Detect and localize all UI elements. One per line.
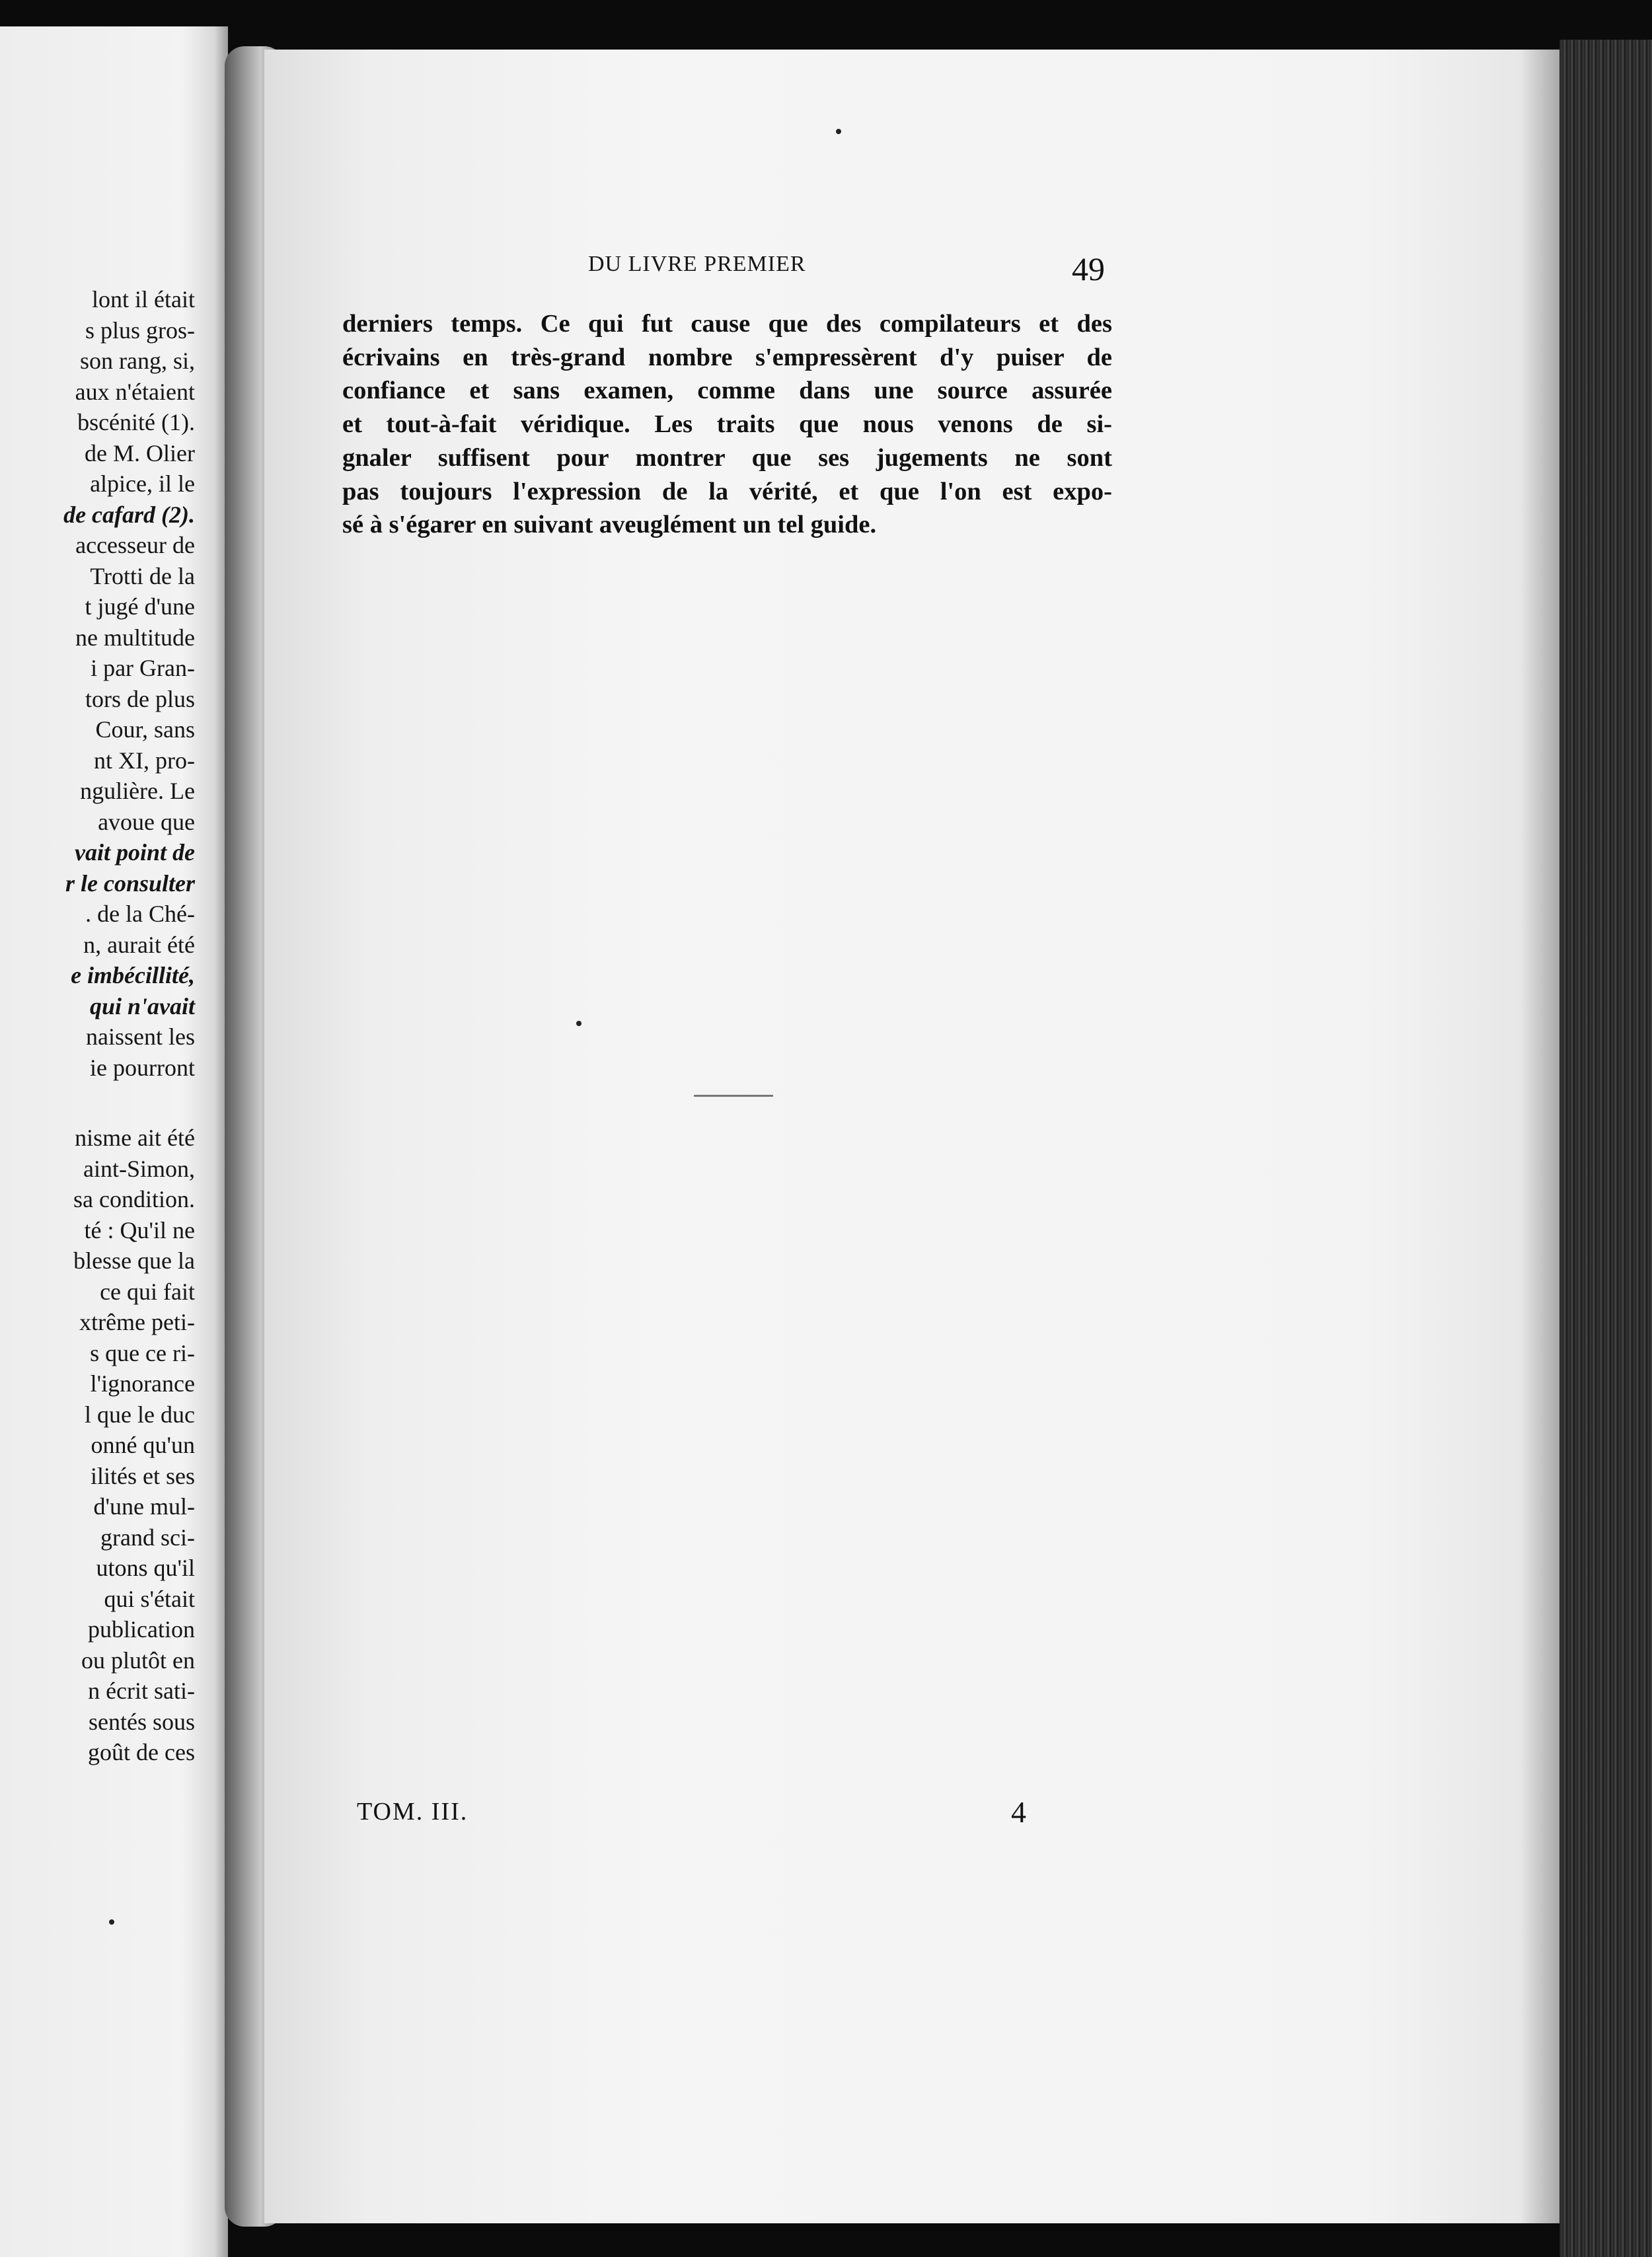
left-page-line: publication (88, 1616, 195, 1643)
left-page-line: bscénité (1). (77, 409, 195, 435)
left-page-line: utons qu'il (96, 1555, 195, 1581)
left-page-line: goût de ces (88, 1739, 195, 1765)
left-page-text (0, 284, 195, 1768)
body-line: écrivains en très-grand nombre s'empressèrent d'y puiser de (342, 343, 1112, 371)
left-page-line: ngulière. Le (80, 778, 195, 804)
left-page-line: nt XI, pro- (94, 747, 195, 774)
left-page-line: de M. Olier (85, 439, 195, 466)
left-page-line: aint-Simon, (83, 1155, 195, 1182)
left-page-line: vait point de (75, 839, 195, 866)
body-line: gnaler suffisent pour montrer que ses jugements ne sont (342, 443, 1112, 472)
left-page-line: lont il était (92, 286, 195, 313)
faint-rule (694, 1095, 773, 1097)
left-page-line: n écrit sati- (88, 1678, 195, 1704)
left-page-line: grand sci- (100, 1524, 195, 1551)
body-line: derniers temps. Ce qui fut cause que des compilateurs et des (342, 310, 1112, 338)
left-page-line: accesseur de (75, 532, 195, 558)
left-page-line: ie pourront (90, 1054, 195, 1081)
left-page-line: l'ignorance (90, 1370, 195, 1397)
left-page-line: t jugé d'une (85, 593, 195, 620)
left-page-line: aux n'étaient (75, 378, 195, 405)
left-page-line: . de la Ché- (85, 901, 195, 927)
left-page-line: d'une mul- (93, 1493, 195, 1520)
body-line: pas toujours l'expression de la vérité, et que l'on est expo- (342, 477, 1112, 505)
left-page-line: sa condition. (73, 1186, 195, 1212)
left-page-line: xtrême peti- (79, 1309, 195, 1335)
left-page-line: s plus gros- (85, 316, 195, 344)
left-page-line: Cour, sans (95, 716, 195, 743)
left-page-line: qui s'était (104, 1585, 195, 1612)
left-page-line: naissent les (86, 1023, 195, 1050)
body-line: et tout-à-fait véridique. Les traits que nous venons de si- (342, 410, 1112, 439)
page-number: 49 (1072, 250, 1105, 287)
left-page-line: sentés sous (89, 1708, 195, 1735)
running-head: DU LIVRE PREMIER (588, 252, 806, 276)
body-line: confiance et sans examen, comme dans une source assurée (342, 377, 1112, 405)
left-page-line: ne multitude (75, 624, 195, 651)
left-page-line: n, aurait été (83, 931, 195, 958)
ink-speck (576, 1021, 582, 1026)
body-line: sé à s'égarer en suivant aveuglément un tel guide. (342, 511, 877, 539)
left-page-line: l que le duc (85, 1401, 195, 1428)
paragraph-gap (0, 1083, 195, 1123)
left-page-line: r le consulter (65, 870, 195, 897)
footer-signature: 4 (1011, 1795, 1026, 1829)
left-page-line: son rang, si, (80, 348, 195, 374)
left-page-line: onné qu'un (91, 1432, 195, 1458)
left-page-line: Trotti de la (90, 562, 195, 589)
left-page-line: i par Gran- (91, 655, 195, 681)
left-page-line: ou plutôt en (81, 1646, 195, 1674)
ink-speck (109, 1919, 114, 1925)
body-text (342, 307, 1112, 542)
left-page-line: e imbécillité, (71, 962, 195, 988)
book-edge (1559, 40, 1652, 2257)
footer-volume: TOM. III. (357, 1798, 469, 1826)
left-page-line: ilités et ses (91, 1462, 195, 1489)
left-page-line: té : Qu'il ne (84, 1216, 195, 1243)
left-page-line: ce qui fait (100, 1278, 195, 1305)
left-page-line: de cafard (2). (63, 501, 195, 528)
left-page-line: s que ce ri- (90, 1339, 195, 1366)
left-page-line: alpice, il le (90, 470, 195, 497)
left-page-line: tors de plus (85, 685, 195, 712)
left-page-line: avoue que (98, 808, 195, 835)
left-page-line: blesse que la (73, 1247, 195, 1274)
ink-speck (836, 129, 841, 134)
left-page-line: nisme ait été (75, 1125, 195, 1151)
left-page-line: qui n'avait (89, 992, 195, 1019)
